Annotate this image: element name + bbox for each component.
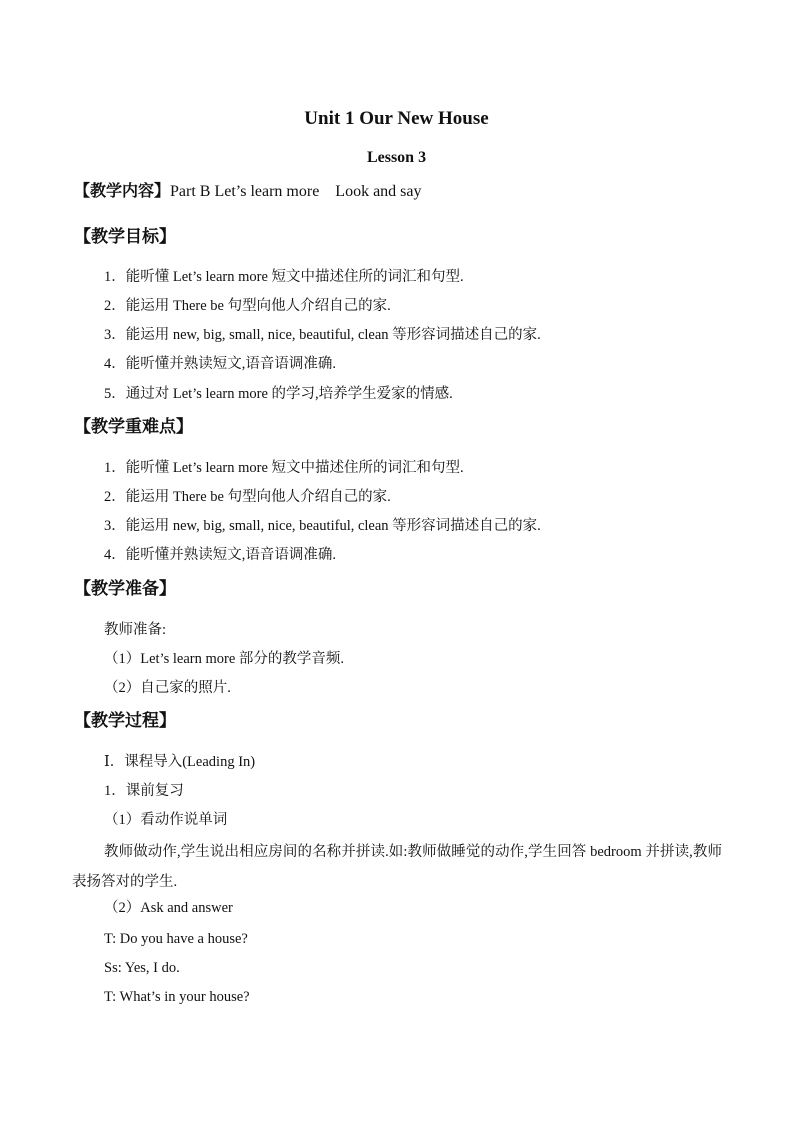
process-section: Ⅰ．课程导入(Leading In) xyxy=(104,754,256,770)
key-point-item: 3．能运用 new, big, small, nice, beautiful, clean 等形容词描述自己的家. xyxy=(104,518,541,534)
objective-item: 5．通过对 Let’s learn more 的学习,培养学生爱家的情感. xyxy=(104,386,453,402)
teaching-content-line xyxy=(74,180,422,204)
key-point-item: 4．能听懂并熟读短文,语音语调准确. xyxy=(104,547,336,563)
teaching-content-heading: 【教学内容】 xyxy=(74,183,171,200)
preparation-item: （1）Let’s learn more 部分的教学音频. xyxy=(104,651,345,667)
key-point-item: 1．能听懂 Let’s learn more 短文中描述住所的词汇和句型. xyxy=(104,460,464,476)
objectives-heading: 【教学目标】 xyxy=(74,227,176,246)
objective-item: 3．能运用 new, big, small, nice, beautiful, clean 等形容词描述自己的家. xyxy=(104,327,541,343)
objective-item: 4．能听懂并熟读短文,语音语调准确. xyxy=(104,356,336,372)
key-points-heading: 【教学重难点】 xyxy=(74,417,193,436)
document-title: Unit 1 Our New House xyxy=(304,108,489,129)
process-step: 1．课前复习 xyxy=(104,783,184,799)
dialogue-line: Ss: Yes, I do. xyxy=(104,960,180,976)
objective-item: 1．能听懂 Let’s learn more 短文中描述住所的词汇和句型. xyxy=(104,269,464,285)
process-sub-item: （1）看动作说单词 xyxy=(104,812,228,828)
key-point-item: 2．能运用 There be 句型向他人介绍自己的家. xyxy=(104,489,391,505)
process-paragraph: 教师做动作,学生说出相应房间的名称并拼读.如:教师做睡觉的动作,学生回答 bedroom 并拼读,教师表扬答对的学生. xyxy=(72,844,722,890)
preparation-heading: 【教学准备】 xyxy=(74,579,176,598)
process-sub-item: （2）Ask and answer xyxy=(104,900,233,916)
lesson-subtitle: Lesson 3 xyxy=(366,149,427,166)
objective-item: 2．能运用 There be 句型向他人介绍自己的家. xyxy=(104,298,391,314)
teaching-content-text: Part B Let’s learn more Look and say xyxy=(170,183,422,200)
preparation-lead: 教师准备: xyxy=(104,622,167,638)
preparation-item: （2）自己家的照片. xyxy=(104,680,231,696)
dialogue-line: T: Do you have a house? xyxy=(104,931,248,947)
dialogue-line: T: What’s in your house? xyxy=(104,989,250,1005)
process-heading: 【教学过程】 xyxy=(74,711,176,730)
